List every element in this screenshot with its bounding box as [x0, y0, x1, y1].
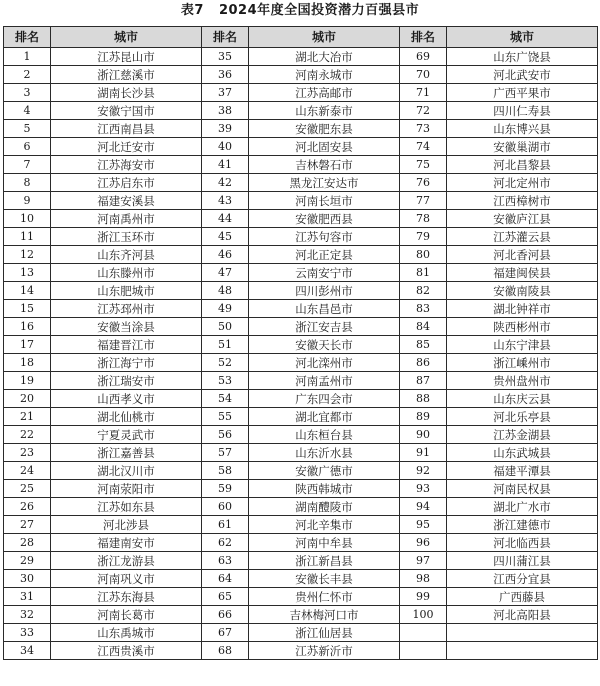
city-cell: 山东昌邑市: [249, 300, 400, 318]
rank-cell: 50: [202, 318, 249, 336]
city-cell: 福建平潭县: [447, 462, 598, 480]
table-row: [4, 282, 598, 300]
city-cell: 河北武安市: [447, 66, 598, 84]
rank-cell: 29: [4, 552, 51, 570]
rank-cell: 60: [202, 498, 249, 516]
table-row: [4, 138, 598, 156]
city-cell: 安徽宁国市: [51, 102, 202, 120]
empty-cell: [447, 642, 598, 660]
table-row: [4, 228, 598, 246]
city-cell: 湖北宜都市: [249, 408, 400, 426]
city-cell: 安徽南陵县: [447, 282, 598, 300]
city-cell: 安徽庐江县: [447, 210, 598, 228]
city-cell: 湖北广水市: [447, 498, 598, 516]
city-cell: 黑龙江安达市: [249, 174, 400, 192]
rank-cell: 11: [4, 228, 51, 246]
rank-cell: 51: [202, 336, 249, 354]
rank-cell: 4: [4, 102, 51, 120]
city-cell: 广东四会市: [249, 390, 400, 408]
rank-cell: 15: [4, 300, 51, 318]
rank-cell: 53: [202, 372, 249, 390]
city-cell: 江苏新沂市: [249, 642, 400, 660]
table-row: [4, 552, 598, 570]
rank-cell: 81: [400, 264, 447, 282]
table-row: [4, 246, 598, 264]
rank-cell: 79: [400, 228, 447, 246]
table-row: [4, 498, 598, 516]
rank-cell: 19: [4, 372, 51, 390]
city-cell: 浙江慈溪市: [51, 66, 202, 84]
table-row: [4, 426, 598, 444]
table-row: [4, 336, 598, 354]
city-cell: 江苏邳州市: [51, 300, 202, 318]
city-cell: 江苏高邮市: [249, 84, 400, 102]
city-cell: 山东博兴县: [447, 120, 598, 138]
rank-cell: 16: [4, 318, 51, 336]
rank-header: 排名: [400, 27, 447, 48]
rank-cell: 72: [400, 102, 447, 120]
city-cell: 河南孟州市: [249, 372, 400, 390]
city-cell: 江苏句容市: [249, 228, 400, 246]
table-row: [4, 354, 598, 372]
empty-cell: [400, 642, 447, 660]
rank-cell: 90: [400, 426, 447, 444]
city-cell: 浙江玉环市: [51, 228, 202, 246]
city-cell: 福建闽侯县: [447, 264, 598, 282]
city-cell: 安徽肥东县: [249, 120, 400, 138]
city-cell: 山东肥城市: [51, 282, 202, 300]
empty-cell: [447, 624, 598, 642]
rank-cell: 64: [202, 570, 249, 588]
rank-cell: 92: [400, 462, 447, 480]
city-cell: 广西平果市: [447, 84, 598, 102]
city-cell: 河南中牟县: [249, 534, 400, 552]
table-row: [4, 102, 598, 120]
city-cell: 山东禹城市: [51, 624, 202, 642]
rank-cell: 22: [4, 426, 51, 444]
rank-cell: 59: [202, 480, 249, 498]
city-cell: 江苏昆山市: [51, 48, 202, 66]
table-row: [4, 444, 598, 462]
rank-cell: 30: [4, 570, 51, 588]
city-cell: 河北固安县: [249, 138, 400, 156]
table-row: [4, 48, 598, 66]
city-cell: 浙江新昌县: [249, 552, 400, 570]
city-cell: 山东庆云县: [447, 390, 598, 408]
rank-cell: 17: [4, 336, 51, 354]
city-cell: 安徽长丰县: [249, 570, 400, 588]
rank-cell: 7: [4, 156, 51, 174]
rank-cell: 54: [202, 390, 249, 408]
rank-cell: 10: [4, 210, 51, 228]
city-cell: 河南民权县: [447, 480, 598, 498]
rank-cell: 67: [202, 624, 249, 642]
city-cell: 江苏如东县: [51, 498, 202, 516]
table-number: 表7: [180, 3, 204, 18]
city-cell: 江苏金湖县: [447, 426, 598, 444]
city-cell: 河北涉县: [51, 516, 202, 534]
table-row: [4, 120, 598, 138]
city-cell: 湖南长沙县: [51, 84, 202, 102]
city-cell: 浙江建德市: [447, 516, 598, 534]
rank-cell: 93: [400, 480, 447, 498]
rank-cell: 25: [4, 480, 51, 498]
rank-cell: 76: [400, 174, 447, 192]
city-cell: 浙江海宁市: [51, 354, 202, 372]
rank-cell: 100: [400, 606, 447, 624]
table-row: [4, 210, 598, 228]
rank-cell: 49: [202, 300, 249, 318]
rank-cell: 3: [4, 84, 51, 102]
table-row: [4, 390, 598, 408]
rank-cell: 86: [400, 354, 447, 372]
rank-cell: 42: [202, 174, 249, 192]
city-cell: 河北高阳县: [447, 606, 598, 624]
rank-cell: 75: [400, 156, 447, 174]
table-row: [4, 642, 598, 660]
table-row: [4, 84, 598, 102]
rank-cell: 23: [4, 444, 51, 462]
rank-cell: 78: [400, 210, 447, 228]
rank-cell: 35: [202, 48, 249, 66]
rank-cell: 84: [400, 318, 447, 336]
city-cell: 陕西韩城市: [249, 480, 400, 498]
rank-cell: 58: [202, 462, 249, 480]
rank-cell: 77: [400, 192, 447, 210]
rank-cell: 70: [400, 66, 447, 84]
rank-cell: 39: [202, 120, 249, 138]
rank-cell: 94: [400, 498, 447, 516]
table-row: [4, 318, 598, 336]
city-cell: 吉林磐石市: [249, 156, 400, 174]
rank-cell: 48: [202, 282, 249, 300]
city-cell: 河北昌黎县: [447, 156, 598, 174]
city-cell: 四川彭州市: [249, 282, 400, 300]
rank-cell: 80: [400, 246, 447, 264]
city-cell: 吉林梅河口市: [249, 606, 400, 624]
rank-cell: 28: [4, 534, 51, 552]
rank-cell: 40: [202, 138, 249, 156]
city-cell: 湖北大冶市: [249, 48, 400, 66]
rank-cell: 46: [202, 246, 249, 264]
rank-cell: 37: [202, 84, 249, 102]
table-row: [4, 408, 598, 426]
city-cell: 福建安溪县: [51, 192, 202, 210]
city-cell: 浙江瑞安市: [51, 372, 202, 390]
city-cell: 安徽巢湖市: [447, 138, 598, 156]
city-cell: 福建南安市: [51, 534, 202, 552]
rank-cell: 12: [4, 246, 51, 264]
table-row: [4, 570, 598, 588]
table-row: [4, 372, 598, 390]
city-cell: 宁夏灵武市: [51, 426, 202, 444]
city-cell: 安徽当涂县: [51, 318, 202, 336]
rank-cell: 62: [202, 534, 249, 552]
city-cell: 河北辛集市: [249, 516, 400, 534]
rank-cell: 91: [400, 444, 447, 462]
city-cell: 安徽肥西县: [249, 210, 400, 228]
city-cell: 河南长葛市: [51, 606, 202, 624]
rank-cell: 13: [4, 264, 51, 282]
table-caption: [0, 0, 600, 22]
city-cell: 浙江仙居县: [249, 624, 400, 642]
table-row: [4, 264, 598, 282]
city-cell: 浙江嵊州市: [447, 354, 598, 372]
city-cell: 江西南昌县: [51, 120, 202, 138]
city-cell: 河北临西县: [447, 534, 598, 552]
rank-cell: 73: [400, 120, 447, 138]
rank-cell: 20: [4, 390, 51, 408]
header-row: [4, 27, 598, 48]
city-cell: 江苏灌云县: [447, 228, 598, 246]
city-cell: 山东桓台县: [249, 426, 400, 444]
table-row: [4, 624, 598, 642]
city-cell: 江西樟树市: [447, 192, 598, 210]
city-cell: 河北正定县: [249, 246, 400, 264]
rank-cell: 83: [400, 300, 447, 318]
city-cell: 湖北汉川市: [51, 462, 202, 480]
rank-cell: 14: [4, 282, 51, 300]
table-row: [4, 606, 598, 624]
city-cell: 浙江龙游县: [51, 552, 202, 570]
city-cell: 山东武城县: [447, 444, 598, 462]
city-cell: 山东沂水县: [249, 444, 400, 462]
rank-cell: 1: [4, 48, 51, 66]
rank-cell: 85: [400, 336, 447, 354]
city-cell: 江苏启东市: [51, 174, 202, 192]
rank-cell: 66: [202, 606, 249, 624]
rank-cell: 99: [400, 588, 447, 606]
rank-cell: 65: [202, 588, 249, 606]
rank-cell: 96: [400, 534, 447, 552]
rank-cell: 2: [4, 66, 51, 84]
city-cell: 湖北仙桃市: [51, 408, 202, 426]
rank-cell: 21: [4, 408, 51, 426]
table-title: 2024年度全国投资潜力百强县市: [218, 3, 420, 18]
ranking-table: [3, 26, 598, 660]
city-cell: 湖北钟祥市: [447, 300, 598, 318]
rank-cell: 88: [400, 390, 447, 408]
city-header: 城市: [51, 27, 202, 48]
city-cell: 安徽天长市: [249, 336, 400, 354]
table-row: [4, 156, 598, 174]
table-row: [4, 174, 598, 192]
city-header: 城市: [249, 27, 400, 48]
city-cell: 陕西彬州市: [447, 318, 598, 336]
city-cell: 江西分宜县: [447, 570, 598, 588]
city-cell: 福建晋江市: [51, 336, 202, 354]
rank-header: 排名: [202, 27, 249, 48]
city-cell: 山东滕州市: [51, 264, 202, 282]
city-cell: 河北定州市: [447, 174, 598, 192]
rank-cell: 95: [400, 516, 447, 534]
rank-cell: 71: [400, 84, 447, 102]
city-cell: 山西孝义市: [51, 390, 202, 408]
rank-cell: 27: [4, 516, 51, 534]
city-cell: 浙江安吉县: [249, 318, 400, 336]
rank-cell: 47: [202, 264, 249, 282]
city-cell: 贵州仁怀市: [249, 588, 400, 606]
empty-cell: [400, 624, 447, 642]
city-cell: 山东广饶县: [447, 48, 598, 66]
city-cell: 河北滦州市: [249, 354, 400, 372]
city-cell: 河北迁安市: [51, 138, 202, 156]
city-cell: 浙江嘉善县: [51, 444, 202, 462]
rank-cell: 9: [4, 192, 51, 210]
rank-cell: 26: [4, 498, 51, 516]
city-cell: 四川蒲江县: [447, 552, 598, 570]
rank-header: 排名: [4, 27, 51, 48]
rank-cell: 36: [202, 66, 249, 84]
rank-cell: 33: [4, 624, 51, 642]
city-cell: 江苏海安市: [51, 156, 202, 174]
city-cell: 安徽广德市: [249, 462, 400, 480]
rank-cell: 82: [400, 282, 447, 300]
rank-cell: 34: [4, 642, 51, 660]
rank-cell: 89: [400, 408, 447, 426]
table-row: [4, 192, 598, 210]
rank-cell: 74: [400, 138, 447, 156]
table-row: [4, 516, 598, 534]
city-cell: 湖南醴陵市: [249, 498, 400, 516]
city-cell: 河南长垣市: [249, 192, 400, 210]
table-row: [4, 534, 598, 552]
city-cell: 河北香河县: [447, 246, 598, 264]
table-row: [4, 462, 598, 480]
rank-cell: 63: [202, 552, 249, 570]
rank-cell: 98: [400, 570, 447, 588]
rank-cell: 6: [4, 138, 51, 156]
rank-cell: 56: [202, 426, 249, 444]
city-cell: 河南巩义市: [51, 570, 202, 588]
city-cell: 云南安宁市: [249, 264, 400, 282]
rank-cell: 55: [202, 408, 249, 426]
rank-cell: 87: [400, 372, 447, 390]
city-cell: 河南永城市: [249, 66, 400, 84]
city-header: 城市: [447, 27, 598, 48]
rank-cell: 57: [202, 444, 249, 462]
rank-cell: 41: [202, 156, 249, 174]
table-row: [4, 480, 598, 498]
rank-cell: 32: [4, 606, 51, 624]
city-cell: 山东齐河县: [51, 246, 202, 264]
rank-cell: 5: [4, 120, 51, 138]
rank-cell: 68: [202, 642, 249, 660]
rank-cell: 52: [202, 354, 249, 372]
city-cell: 河北乐亭县: [447, 408, 598, 426]
table-row: [4, 300, 598, 318]
rank-cell: 24: [4, 462, 51, 480]
city-cell: 贵州盘州市: [447, 372, 598, 390]
city-cell: 四川仁寿县: [447, 102, 598, 120]
rank-cell: 44: [202, 210, 249, 228]
rank-cell: 38: [202, 102, 249, 120]
rank-cell: 31: [4, 588, 51, 606]
city-cell: 江西贵溪市: [51, 642, 202, 660]
table-row: [4, 66, 598, 84]
city-cell: 江苏东海县: [51, 588, 202, 606]
rank-cell: 43: [202, 192, 249, 210]
rank-cell: 18: [4, 354, 51, 372]
city-cell: 山东宁津县: [447, 336, 598, 354]
rank-cell: 61: [202, 516, 249, 534]
city-cell: 山东新泰市: [249, 102, 400, 120]
city-cell: 广西藤县: [447, 588, 598, 606]
rank-cell: 69: [400, 48, 447, 66]
table-row: [4, 588, 598, 606]
rank-cell: 45: [202, 228, 249, 246]
rank-cell: 8: [4, 174, 51, 192]
rank-cell: 97: [400, 552, 447, 570]
city-cell: 河南荥阳市: [51, 480, 202, 498]
city-cell: 河南禹州市: [51, 210, 202, 228]
